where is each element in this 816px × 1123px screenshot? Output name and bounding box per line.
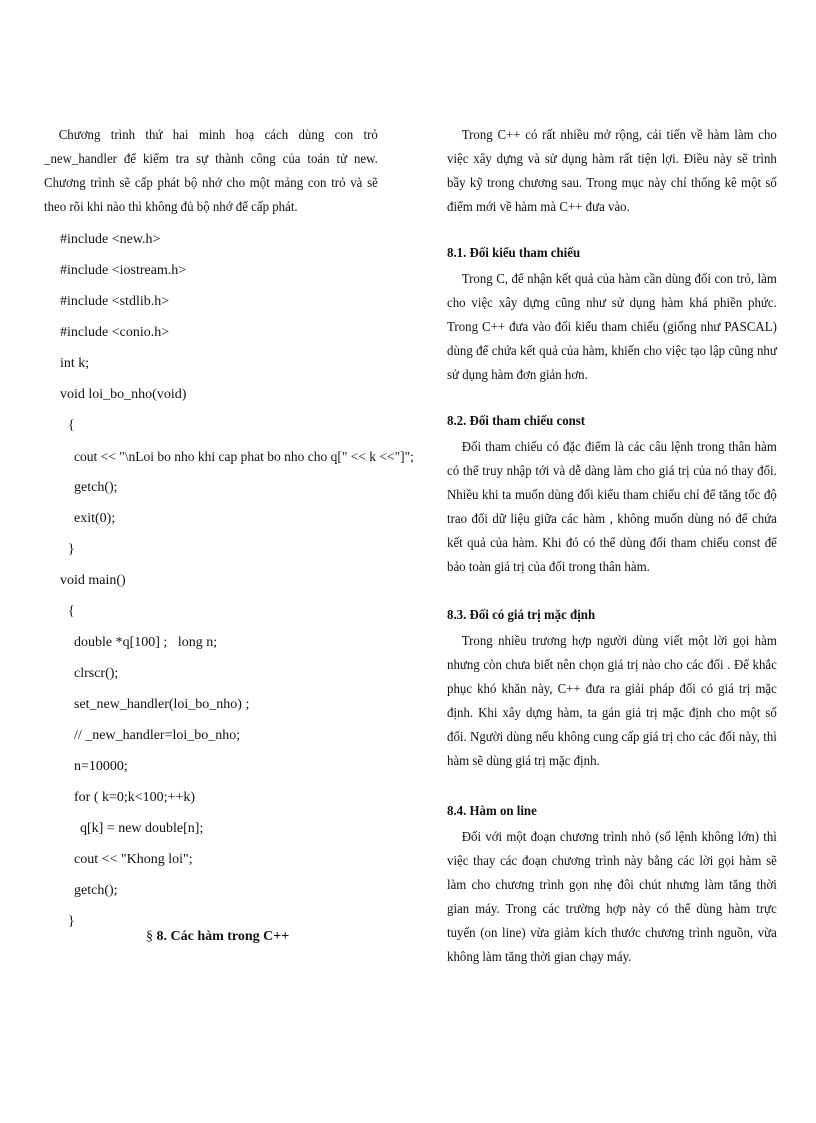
section-title [146,929,289,945]
section-8-1 [447,242,779,388]
code-line: cout << "Khong loi"; [74,852,193,867]
section-body: Đối với một đoạn chương trình nhỏ (số lệnh không lớn) thì việc thay các đoạn chương trình này bằng các lời gọi hàm sẽ làm cho chương trình gọn nhẹ đôi chút nhưng làm tăng thời gian máy. Trong các trường hợp này có thể dùng hàm trực tuyến (on line) vừa giảm kích thước chương trình nguồn, vừa không làm tăng thời gian chạy máy. [447,830,777,965]
code-line: } [68,914,75,929]
code-line: for ( k=0;k<100;++k) [74,790,196,805]
code-line: { [68,418,75,433]
intro-block-right [447,124,779,220]
code-line: #include <iostream.h> [60,263,187,278]
intro-paragraph-right: Trong C++ có rất nhiều mở rộng, cải tiến về hàm làm cho việc xây dựng và sử dụng hàm rất tiện lợi. Điều này sẽ trình bầy kỹ trong chương sau. Trong mục này chỉ thống kê một số điểm mới về hàm mà C++ đưa vào. [447,128,777,215]
code-line: void loi_bo_nho(void) [60,387,187,402]
code-line: getch(); [74,883,118,898]
section-8-4 [447,800,779,970]
code-listing [44,224,414,937]
code-line: int k; [60,356,90,371]
code-line: set_new_handler(loi_bo_nho) ; [74,697,250,712]
code-line: getch(); [74,480,118,495]
code-line: double *q[100] ; long n; [74,635,218,650]
code-line: n=10000; [74,759,128,774]
section-8-3 [447,604,779,774]
code-line: #include <new.h> [60,232,161,247]
code-line: q[k] = new double[n]; [80,821,204,836]
section-heading: 8.3. Đối có giá trị mặc định [447,608,596,623]
code-line: clrscr(); [74,666,119,681]
code-line: void main() [60,573,126,588]
left-column [44,124,414,937]
section-heading: 8.4. Hàm on line [447,804,537,819]
section-heading: 8.1. Đối kiểu tham chiếu [447,246,581,261]
section-8-2 [447,410,779,580]
code-line: { [68,604,75,619]
code-line: cout << "\nLoi bo nho khi cap phat bo nho cho q[" << k <<"]"; [74,449,414,464]
section-body: Trong C, để nhận kết quả của hàm cần dùng đối con trỏ, làm cho việc xây dựng cũng như sử dụng hàm khá phiền phức. Trong C++ đưa vào đối kiểu tham chiếu (giống như PASCAL) dùng để chứa kết quả của hàm, khiến cho việc tạo lập cũng như sử dụng hàm đơn giản hơn. [447,272,777,383]
intro-paragraph-left: Chương trình thứ hai minh hoạ cách dùng con trỏ _new_handler để kiểm tra sự thành công của toán tử new. Chương trình sẽ cấp phát bộ nhớ cho một mảng con trỏ và sẽ theo rõi khi nào thì không đủ bộ nhớ để cấp phát. [44,128,378,215]
code-line: exit(0); [74,511,116,526]
code-line: // _new_handler=loi_bo_nho; [74,728,241,743]
section-symbol: § [146,929,153,944]
code-line: #include <stdlib.h> [60,294,170,309]
section-title-text: 8. Các hàm trong C++ [156,929,290,944]
code-line: #include <conio.h> [60,325,170,340]
section-heading: 8.2. Đối tham chiếu const [447,414,586,429]
section-body: Trong nhiều trương hợp người dùng viết một lời gọi hàm nhưng còn chưa biết nên chọn giá trị nào cho các đối . Để khắc phục khó khăn này, C++ đưa ra giải pháp đối có giá trị mặc định. Khi xây dựng hàm, ta gán giá trị mặc định cho một số đối. Người dùng nếu không cung cấp giá trị cho các đối này, thì hàm sẽ dùng giá trị mặc định. [447,634,777,769]
code-line: } [68,542,75,557]
section-body: Đối tham chiếu có đặc điểm là các câu lệnh trong thân hàm có thể truy nhập tới và dễ dàng làm cho giá trị của nó thay đổi. Nhiều khi ta muốn dùng đối kiểu tham chiếu chỉ để tăng tốc độ trao đổi dữ liệu giữa các hàm , không muốn dùng nó để chứa kết quả của hàm. Khi đó có thể dùng đối tham chiếu const để bảo toàn giá trị của đối trong thân hàm. [447,440,777,575]
